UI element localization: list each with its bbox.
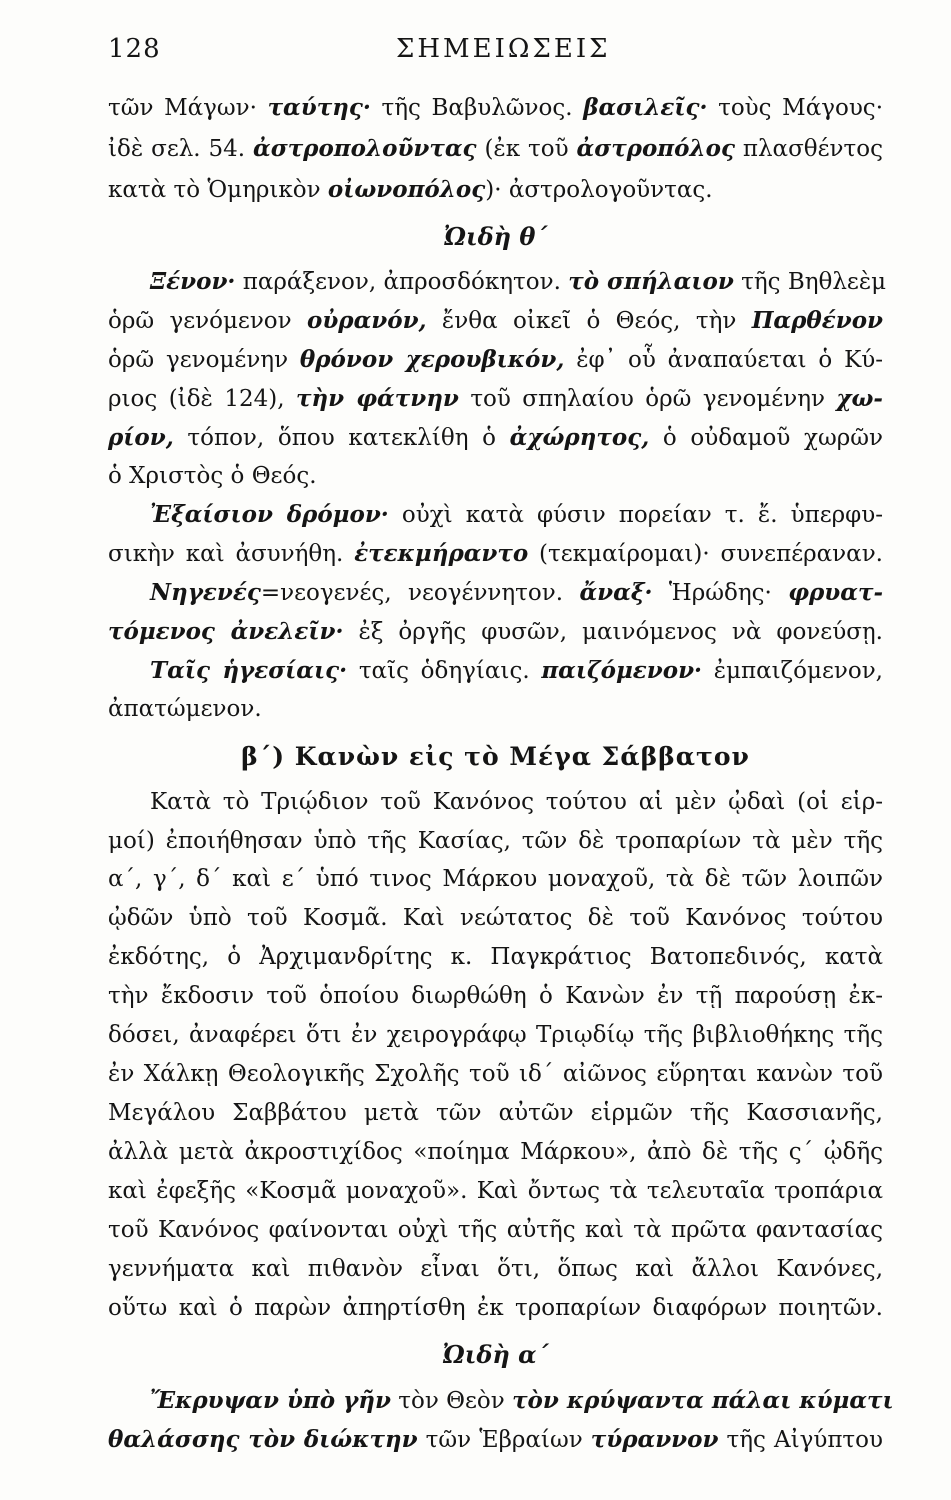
running-head: ΣΗΜΕΙΩΣΕΙΣ	[396, 34, 611, 64]
body-line: Νηγενές=νεογενές, νεογέννητον. ἄναξ· Ἡρώδης· φρυατ-	[150, 579, 883, 606]
body-line: ᾠδῶν ὑπὸ τοῦ Κοσμᾶ. Καὶ νεώτατος δὲ τοῦ Κανόνος τούτου	[108, 905, 883, 931]
body-line: ἐν Χάλκῃ Θεολογικῆς Σχολῆς τοῦ ιδ΄ αἰῶνος εὕρηται κανὼν τοῦ	[108, 1061, 883, 1087]
body-line: γεννήματα καὶ πιθανὸν εἶναι ὅτι, ὅπως καὶ ἄλλοι Κανόνες,	[108, 1256, 883, 1282]
body-line: τόμενος ἀνελεῖν· ἐξ ὀργῆς φυσῶν, μαινόμενος νὰ φονεύσῃ.	[108, 618, 883, 645]
body-line: καὶ ἐφεξῆς «Κοσμᾶ μοναχοῦ». Καὶ ὄντως τὰ τελευταῖα τροπάρια	[108, 1178, 883, 1204]
body-line: ἐκδότης, ὁ Ἀρχιμανδρίτης κ. Παγκράτιος Βατοπεδινός, κατὰ	[108, 944, 883, 970]
body-line: κατὰ τὸ Ὁμηρικὸν οἰωνοπόλος)· ἀστρολογοῦντας.	[108, 176, 713, 203]
body-line: ὁρῶ γενόμενον οὐρανόν, ἔνθα οἰκεῖ ὁ Θεός, τὴν Παρθένον	[108, 307, 883, 334]
body-line: α΄, γ΄, δ΄ καὶ ε΄ ὑπό τινος Μάρκου μοναχοῦ, τὰ δὲ τῶν λοιπῶν	[108, 866, 883, 892]
body-line: ρίον, τόπον, ὅπου κατεκλίθη ὁ ἀχώρητος, ὁ οὐδαμοῦ χωρῶν	[108, 424, 883, 451]
body-line: τὴν ἔκδοσιν τοῦ ὁποίου διωρθώθη ὁ Κανὼν ἐν τῇ παρούσῃ ἐκ-	[108, 983, 883, 1009]
body-line: Ἔκρυψαν ὑπὸ γῆν τὸν Θεὸν τὸν κρύψαντα πάλαι κύματι	[150, 1387, 894, 1414]
body-line: Ἐξαίσιον δρόμον· οὐχὶ κατὰ φύσιν πορείαν τ. ἔ. ὑπερφυ-	[150, 501, 883, 528]
body-line: μοί) ἐποιήθησαν ὑπὸ τῆς Κασίας, τῶν δὲ τροπαρίων τὰ μὲν τῆς	[108, 828, 883, 854]
body-line: τῶν Μάγων· ταύτης· τῆς Βαβυλῶνος. βασιλεῖς· τοὺς Μάγους·	[108, 94, 883, 121]
body-line: ριος (ἰδὲ 124), τὴν φάτνην τοῦ σπηλαίου ὁρῶ γενομένην χω-	[108, 385, 883, 412]
ode-heading: Ὠιδὴ θ΄	[443, 222, 548, 251]
body-line: οὕτω καὶ ὁ παρὼν ἀπηρτίσθη ἐκ τροπαρίων διαφόρων ποιητῶν.	[108, 1295, 883, 1321]
body-line: ἀλλὰ μετὰ ἀκροστιχίδος «ποίημα Μάρκου», ἀπὸ δὲ τῆς ς΄ ᾠδῆς	[108, 1139, 883, 1165]
body-line: ὁ Χριστὸς ὁ Θεός.	[108, 463, 317, 489]
body-line: ὁρῶ γενομένην θρόνον χερουβικόν, ἐφ᾽ οὗ ἀναπαύεται ὁ Κύ-	[108, 346, 884, 373]
body-line: σικὴν καὶ ἀσυνήθη. ἐτεκμήραντο (τεκμαίρομαι)· συνεπέραναν.	[108, 540, 883, 567]
body-line: ἀπατώμενον.	[108, 696, 262, 722]
body-line: Ταῖς ἡγεσίαις· ταῖς ὁδηγίαις. παιζόμενον· ἐμπαιζόμενον,	[150, 657, 883, 684]
body-line: ἰδὲ σελ. 54. ἀστροπολοῦντας (ἐκ τοῦ ἀστροπόλος πλασθέντος	[108, 135, 883, 162]
ode-heading: Ὠιδὴ α΄	[442, 1340, 549, 1369]
body-line: Μεγάλου Σαββάτου μετὰ τῶν αὐτῶν εἱρμῶν τῆς Κασσιανῆς,	[108, 1100, 883, 1126]
body-line: θαλάσσης τὸν διώκτην τῶν Ἑβραίων τύραννον τῆς Αἰγύπτου	[108, 1426, 883, 1453]
body-line: Κατὰ τὸ Τριῴδιον τοῦ Κανόνος τούτου αἱ μὲν ᾠδαὶ (οἱ εἱρ-	[150, 789, 883, 815]
body-line: δόσει, ἀναφέρει ὅτι ἐν χειρογράφῳ Τριῳδίῳ τῆς βιβλιοθήκης τῆς	[108, 1022, 883, 1048]
page-number: 128	[108, 34, 161, 64]
body-line: τοῦ Κανόνος φαίνονται οὐχὶ τῆς αὐτῆς καὶ τὰ πρῶτα φαντασίας	[108, 1217, 883, 1243]
section-heading: β΄) Κανὼν εἰς τὸ Μέγα Σάββατον	[241, 742, 750, 771]
body-line: Ξένον· παράξενον, ἀπροσδόκητον. τὸ σπήλαιον τῆς Βηθλεὲμ	[150, 268, 887, 295]
page-header	[100, 30, 880, 70]
